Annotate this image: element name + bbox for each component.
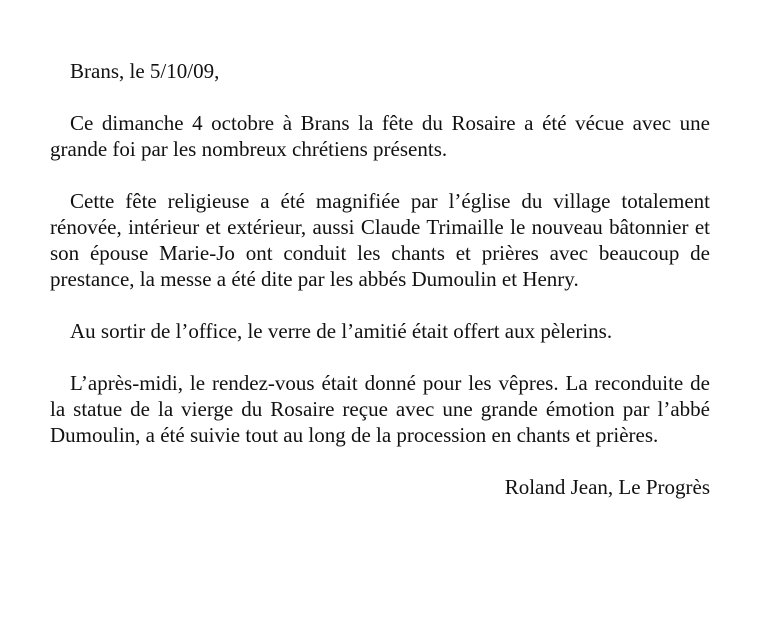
signature: Roland Jean, Le Progrès [504, 475, 710, 499]
paragraph-3: Au sortir de l’office, le verre de l’amitié était offert aux pèlerins. [70, 319, 613, 343]
letter-document [50, 58, 710, 500]
paragraph-2: Cette fête religieuse a été magnifiée par l’église du village totalement rénovée, intérieur et extérieur, aussi Claude Trimaille le nouveau bâtonnier et son épouse Marie-Jo ont conduit les chants et prières avec beaucoup de prestance, la messe a été dite par les abbés Dumoulin et Henry. [50, 189, 710, 291]
paragraph-4: L’après-midi, le rendez-vous était donné pour les vêpres. La reconduite de la statue de la vierge du Rosaire reçue avec une grande émotion par l’abbé Dumoulin, a été suivie tout au long de la procession en chants et prières. [50, 371, 710, 447]
paragraph-1: Ce dimanche 4 octobre à Brans la fête du Rosaire a été vécue avec une grande foi par les nombreux chrétiens présents. [50, 111, 710, 161]
dateline: Brans, le 5/10/09, [70, 59, 220, 83]
